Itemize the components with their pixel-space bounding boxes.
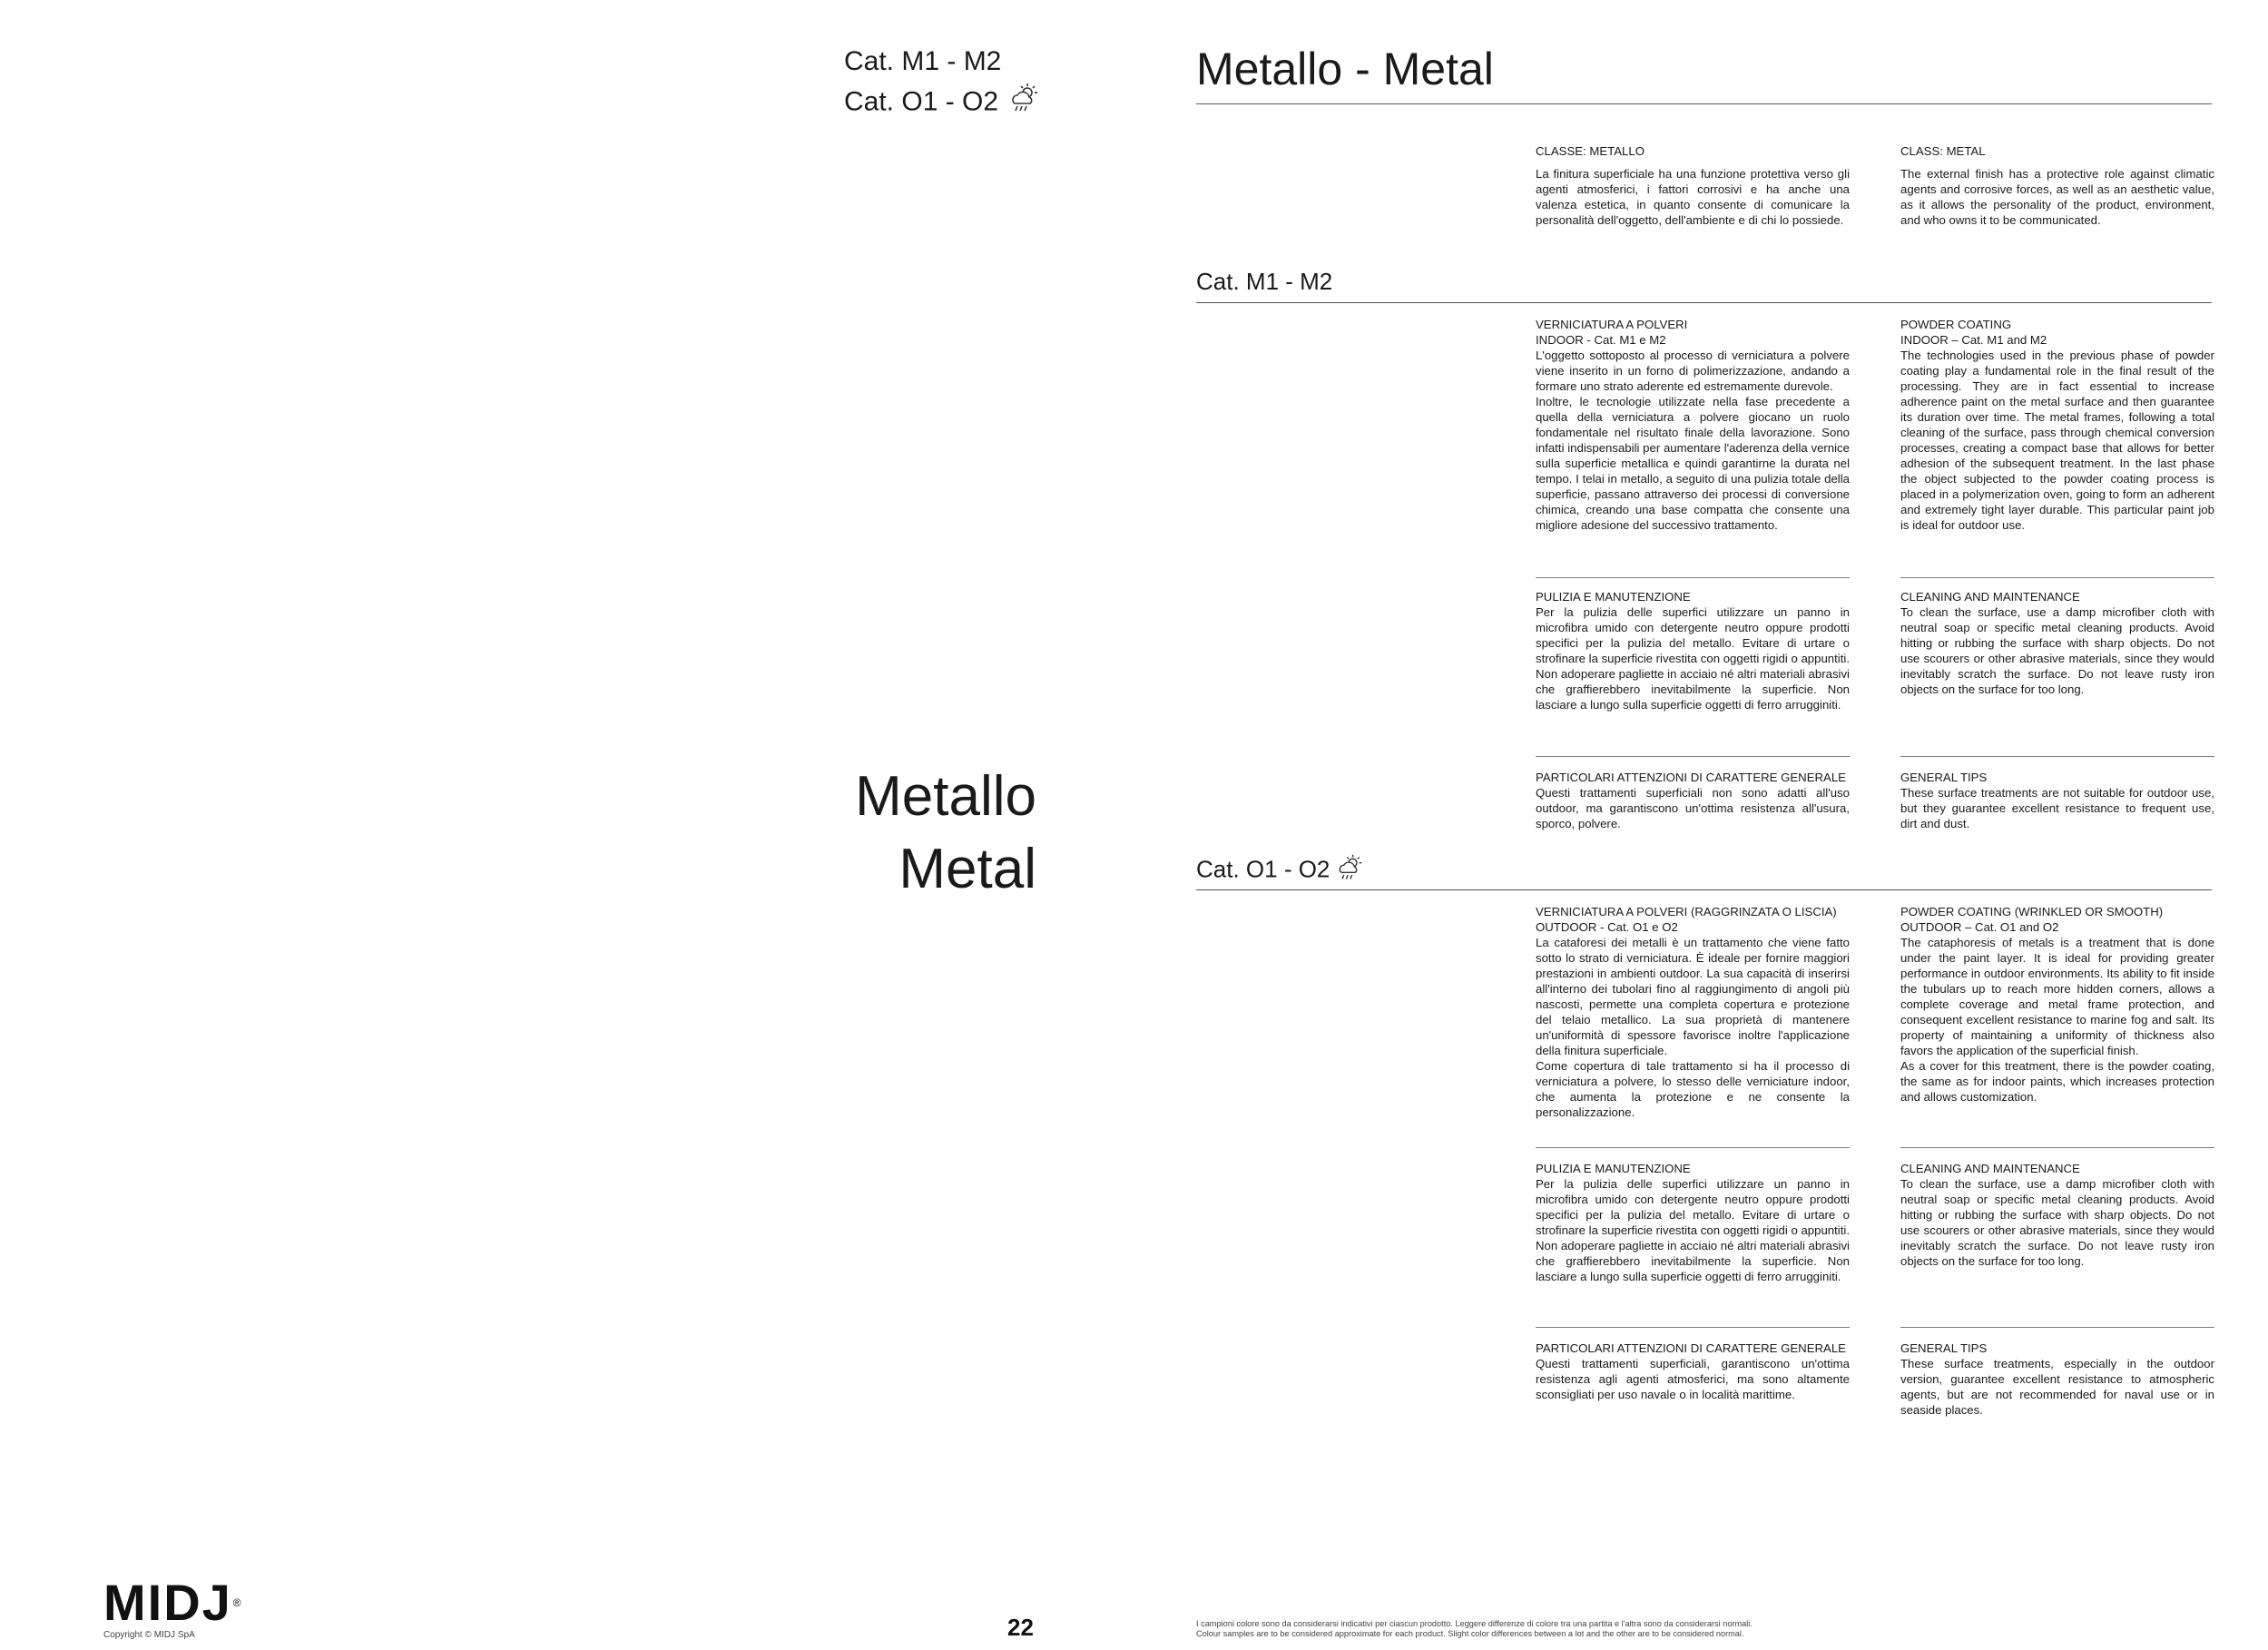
cat-o-label: Cat. O1 - O2 [844,86,999,117]
m-block1-body-it: L'oggetto sottoposto al processo di verniciatura a polvere viene inserito in un forno di polimerizzazione, andando a formare uno strato aderente ed estremamente durevole. [1536,349,1850,393]
section-o-title: Cat. O1 - O2 [1196,855,1330,883]
class-block-en [1900,143,2214,228]
m-block3-body-it: Questi trattamenti superficiali non sono adatti all'uso outdoor, ma garantiscono un'ottima resistenza all'usura, sporco, polvere. [1536,786,1850,830]
m-block1-body-en: The technologies used in the previous phase of powder coating play a fundamental role in the final result of the processing. They are in fact essential to increase adherence paint on the metal surface and then guarantee its duration over time. The metal frames, following a total cleaning of the surface, pass through chemical conversion processes, creating a compact base that allows for better adhesion of the subsequent treatment. In the last phase the object subjected to the powder coating process is placed in a polymerization oven, going to form an adherent and extremely tight layer durable. This particular paint job is ideal for outdoor use. [1900,349,2214,532]
o-block2-body-en: To clean the surface, use a damp microfiber cloth with neutral soap or specific metal cleaning products. Avoid hitting or rubbing the surface with sharp objects. Do not use scourers or other abrasive materials, since they would inevitably scratch the surface. Do not leave rusty iron objects on the surface for too long. [1900,1177,2214,1268]
page-title: Metallo - Metal [1196,44,1494,94]
m-block1-heading-en: POWDER COATING [1900,318,2012,331]
o-block2-en [1900,1161,2214,1269]
title-divider [1196,103,2212,104]
m-block3-body-en: These surface treatments are not suitable for outdoor use, but they guarantee excellent resistance to frequent use, dirt and dust. [1900,786,2214,830]
section-m-divider [1196,302,2212,303]
m-block1-divider-en [1900,577,2214,578]
o-block2-it [1536,1161,1850,1284]
m-block2-it [1536,589,1850,712]
big-title-it: Metallo [855,765,1036,828]
cat-o-label-row [844,82,1040,124]
m-block1-heading-it: VERNICIATURA A POLVERI [1536,318,1688,331]
o-block1-heading-en: POWDER COATING (WRINKLED OR SMOOTH) [1900,905,2164,918]
m-block3-en [1900,770,2214,831]
o-block2-heading-it: PULIZIA E MANUTENZIONE [1536,1162,1691,1175]
class-body-it: La finitura superficiale ha una funzione protettiva verso gli agenti atmosferici, i fattori corrosivi e ha anche una valenza estetica, in quanto consente di comunicare la personalità dell'oggetto, dell'ambiente e di chi lo possiede. [1536,167,1850,227]
o-block1-body-en: The cataphoresis of metals is a treatment that is done under the paint layer. It is ideal for providing greater performance in outdoor environments. Its ability to fit inside the tubulars up to reach more hidden corners, allows a complete coverage and metal frame protection, and consequent excellent resistance to marine fog and salt. Its property of maintaining a uniformity of thickness also favors the application of the superficial finish. [1900,936,2214,1057]
copyright: Copyright © MIDJ SpA [103,1630,195,1640]
o-block2-body2-it: Non adoperare pagliette in acciaio né altri materiali abrasivi che graffierebbero inevitabilmente la superficie. Non lasciare a lungo sulla superficie oggetti di ferro arrugginiti. [1536,1239,1850,1283]
o-block3-heading-en: GENERAL TIPS [1900,1341,1988,1355]
m-block2-body-en: To clean the surface, use a damp microfiber cloth with neutral soap or specific metal cleaning products. Avoid hitting or rubbing the surface with sharp objects. Do not use scourers or other abrasive materials, since they would inevitably scratch the surface. Do not leave rusty iron objects on the surface for too long. [1900,605,2214,696]
m-block1-sub-en: INDOOR – Cat. M1 and M2 [1900,333,2047,347]
o-block1-body2-en: As a cover for this treatment, there is the powder coating, the same as for indoor paints, which increases protection and allows customization. [1900,1059,2214,1104]
o-block3-it [1536,1341,1850,1402]
o-block1-en [1900,904,2214,1105]
o-block3-heading-it: PARTICOLARI ATTENZIONI DI CARATTERE GENERALE [1536,1341,1846,1355]
cat-m-label: Cat. M1 - M2 [844,46,1002,76]
m-block2-body-it: Per la pulizia delle superfici utilizzare un panno in microfibra umido con detergente neutro oppure prodotti specifici per la pulizia del metallo. Evitare di urtare o strofinare la superficie rivestita con oggetti rigidi o appuntiti. [1536,605,1850,665]
sun-cloud-rain-icon [1335,853,1364,889]
sun-cloud-rain-icon [1007,82,1040,124]
o-block2-divider-en [1900,1327,2214,1328]
o-block1-body-it: La cataforesi dei metalli è un trattamento che viene fatto sotto lo strato di verniciatura. È ideale per fornire maggiori prestazioni in ambienti outdoor. La sua capacità di inserirsi all'interno dei tubolari fino al raggiungimento di angoli più nascosti, permette una completa copertura e protezione del telaio metallico. La sua proprietà di mantenere un'uniformità di spessore favorisce inoltre l'applicazione della finitura superficiale. [1536,936,1850,1057]
o-block1-body2-it: Come copertura di tale trattamento si ha il processo di verniciatura a polvere, lo stesso delle verniciature indoor, che aumenta la protezione e ne consente la personalizzazione. [1536,1059,1850,1119]
m-block1-sub-it: INDOOR - Cat. M1 e M2 [1536,333,1666,347]
section-o-divider [1196,889,2212,890]
registered-mark: ® [232,1596,243,1609]
section-m-title: Cat. M1 - M2 [1196,268,1333,295]
o-block1-sub-en: OUTDOOR – Cat. O1 and O2 [1900,920,2059,934]
class-heading-it: CLASSE: METALLO [1536,144,1645,158]
o-block2-divider-it [1536,1327,1850,1328]
class-body-en: The external finish has a protective role against climatic agents and corrosive forces, as well as an aesthetic value, as it allows the personality of the product, environment, and who owns it to be communicated. [1900,167,2214,227]
m-block1-it [1536,317,1850,533]
class-heading-en: CLASS: METAL [1900,144,1986,158]
m-block1-body2-it: Inoltre, le tecnologie utilizzate nella fase precedente a quella della verniciatura a polvere giocano un ruolo fondamentale nel risultato finale della lavorazione. Sono infatti indispensabili per aumentare l'aderenza della vernice sulla superficie metallica e quindi garantirne la durata nel tempo. I telai in metallo, a seguito di una pulizia totale della superficie, passano attraverso dei processi di conversione chimica, creando una base compatta che consente una migliore adesione del successivo trattamento. [1536,395,1850,532]
disclaimer-it: I campioni colore sono da considerarsi indicativi per ciascun prodotto. Leggere differenze di colore tra una partita e l'altra sono da considerarsi normali. [1196,1619,1753,1628]
o-block1-divider-en [1900,1147,2214,1148]
big-title-en: Metal [898,838,1036,900]
m-block2-divider-it [1536,756,1850,757]
m-block2-heading-it: PULIZIA E MANUTENZIONE [1536,590,1691,604]
o-block1-sub-it: OUTDOOR - Cat. O1 e O2 [1536,920,1678,934]
m-block1-divider-it [1536,577,1850,578]
o-block1-heading-it: VERNICIATURA A POLVERI (RAGGRINZATA O LISCIA) [1536,905,1837,918]
brand-logo [103,1574,243,1631]
brand-logo-text: MIDJ [103,1574,232,1631]
m-block3-heading-it: PARTICOLARI ATTENZIONI DI CARATTERE GENERALE [1536,771,1846,784]
m-block1-en [1900,317,2214,533]
disclaimer-en: Colour samples are to be considered approximate for each product. Slight color differences between a lot and the other are to be considered normal. [1196,1629,1744,1638]
o-block2-body-it: Per la pulizia delle superfici utilizzare un panno in microfibra umido con detergente neutro oppure prodotti specifici per la pulizia del metallo. Evitare di urtare o strofinare la superficie rivestita con oggetti rigidi o appuntiti. [1536,1177,1850,1237]
o-block3-en [1900,1341,2214,1418]
m-block2-heading-en: CLEANING AND MAINTENANCE [1900,590,2080,604]
o-block1-it [1536,904,1850,1120]
m-block3-heading-en: GENERAL TIPS [1900,771,1988,784]
o-block2-heading-en: CLEANING AND MAINTENANCE [1900,1162,2080,1175]
class-block-it [1536,143,1850,228]
m-block2-divider-en [1900,756,2214,757]
m-block3-it [1536,770,1850,831]
o-block3-body-it: Questi trattamenti superficiali, garantiscono un'ottima resistenza agli agenti atmosferici, ma sono altamente sconsigliati per uso navale o in località marittime. [1536,1357,1850,1401]
o-block3-body-en: These surface treatments, especially in the outdoor version, guarantee excellent resistance to atmospheric agents, but are not recommended for naval use or in seaside places. [1900,1357,2214,1417]
page-number: 22 [1007,1614,1034,1641]
disclaimer [1196,1619,1753,1639]
m-block2-body2-it: Non adoperare pagliette in acciaio né altri materiali abrasivi che graffierebbero inevitabilmente la superficie. Non lasciare a lungo sulla superficie oggetti di ferro arrugginiti. [1536,667,1850,712]
o-block1-divider-it [1536,1147,1850,1148]
m-block2-en [1900,589,2214,697]
section-o-title-row [1196,853,1364,889]
